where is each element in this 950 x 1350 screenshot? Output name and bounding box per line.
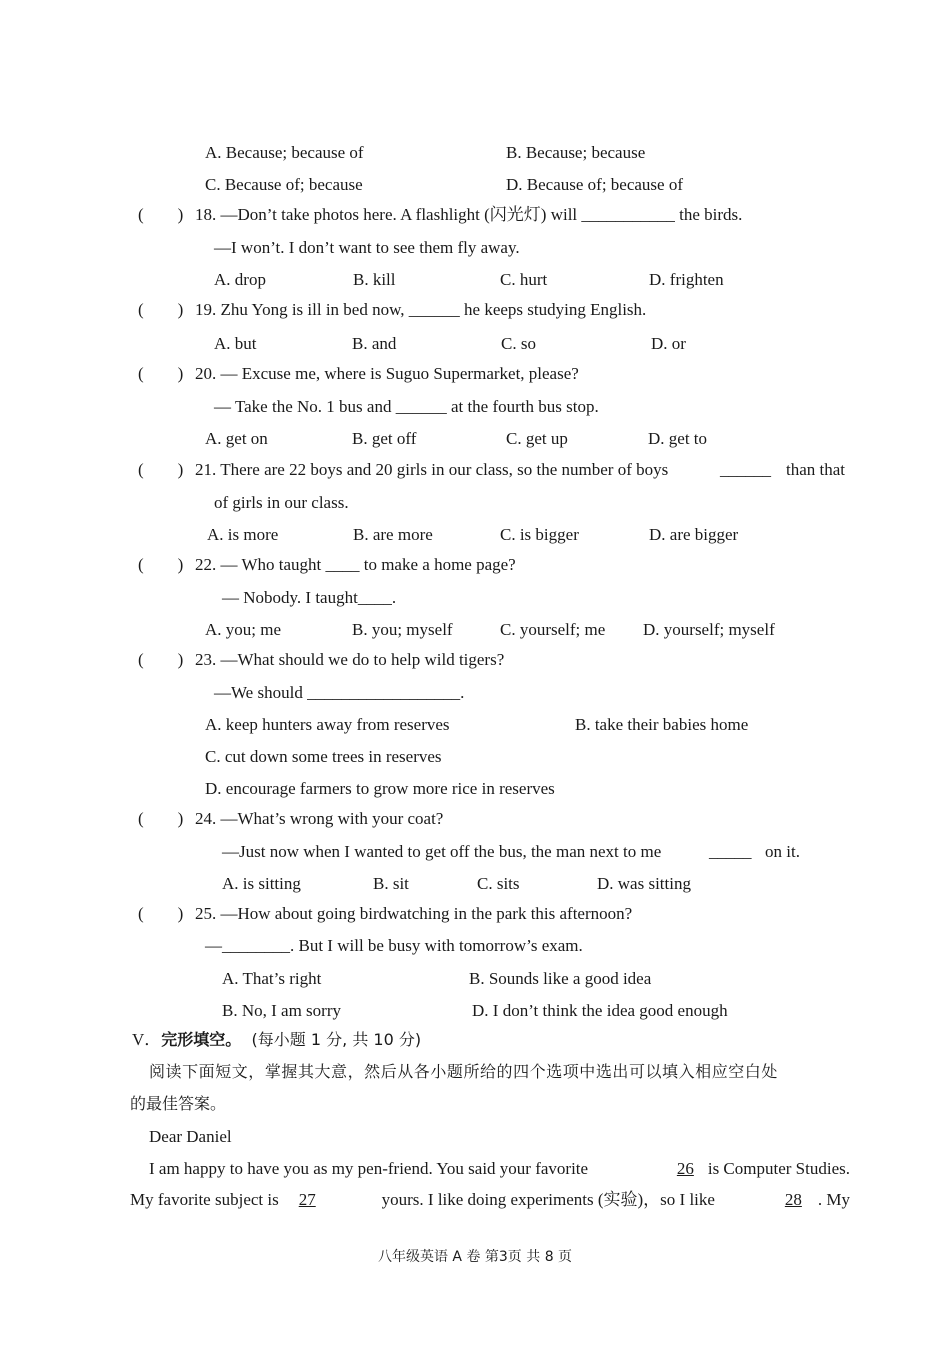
q25-option-b: B. Sounds like a good idea: [469, 969, 652, 988]
q18-option-b: B. kill: [353, 270, 396, 289]
passage-text: yours. I like doing experiments (实验)，so I like: [381, 1190, 715, 1209]
q22-reply: — Nobody. I taught____.: [222, 588, 397, 607]
q23-option-d: D. encourage farmers to grow more rice in reserves: [205, 779, 555, 798]
q25-option-d: D. I don’t think the idea good enough: [472, 1001, 728, 1020]
q24-option-c: C. sits: [477, 874, 520, 893]
q19-option-c: C. so: [501, 334, 536, 353]
q20-reply: — Take the No. 1 bus and ______ at the fourth bus stop.: [214, 397, 599, 416]
q24-option-d: D. was sitting: [597, 874, 691, 893]
blank-27: 27: [298, 1190, 316, 1209]
section-numeral: V．: [132, 1030, 162, 1049]
q21-stem-continued: of girls in our class.: [214, 493, 349, 512]
q23-option-c: C. cut down some trees in reserves: [205, 747, 442, 766]
passage-text: . My: [817, 1190, 850, 1209]
q20-option-c: C. get up: [506, 429, 568, 448]
page-footer: 八年级英语 A 卷 第3页 共 8 页: [377, 1249, 573, 1265]
section-heading: [132, 1030, 421, 1050]
q21-stem-end: than that: [786, 460, 846, 479]
q23-stem: 23. —What should we do to help wild tigers?: [195, 650, 505, 669]
passage-greeting: Dear Daniel: [149, 1127, 232, 1146]
q20-option-a: A. get on: [205, 429, 268, 448]
q21-option-c: C. is bigger: [500, 525, 579, 544]
q25-stem: 25. —How about going birdwatching in the park this afternoon?: [195, 904, 633, 923]
passage-line-2: [130, 1190, 850, 1210]
q22-stem: 22. — Who taught ____ to make a home page?: [195, 555, 516, 574]
q20-option-b: B. get off: [352, 429, 417, 448]
answer-bracket: ( ): [138, 460, 184, 479]
q18-stem: 18. —Don’t take photos here. A flashlight (闪光灯) will ___________ the birds.: [195, 205, 743, 224]
q25-reply: —________. But I will be busy with tomorrow’s exam.: [205, 936, 583, 955]
q17-option-d: D. Because of; because of: [506, 175, 684, 194]
q17-option-a: A. Because; because of: [205, 143, 364, 162]
passage-line-1: [149, 1159, 850, 1179]
section-points: (每小题 1 分, 共 10 分): [251, 1030, 422, 1049]
answer-bracket: ( ): [138, 205, 184, 224]
q23-option-b: B. take their babies home: [575, 715, 749, 734]
q24-stem: 24. —What’s wrong with your coat?: [195, 809, 444, 828]
q18-option-d: D. frighten: [649, 270, 724, 289]
answer-bracket: ( ): [138, 904, 184, 923]
q17-option-b: B. Because; because: [506, 143, 646, 162]
q21-stem: 21. There are 22 boys and 20 girls in our class, so the number of boys: [195, 460, 669, 479]
q22-option-d: D. yourself; myself: [643, 620, 775, 639]
blank-28: 28: [784, 1190, 802, 1209]
q23-reply: —We should __________________.: [214, 683, 465, 702]
q19-option-d: D. or: [651, 334, 686, 353]
section-instructions-line-1: 阅读下面短文，掌握其大意，然后从各小题所给的四个选项中选出可以填入相应空白处: [149, 1062, 778, 1081]
answer-bracket: ( ): [138, 555, 184, 574]
q21-option-a: A. is more: [207, 525, 279, 544]
answer-bracket: ( ): [138, 300, 184, 319]
q23-option-a: A. keep hunters away from reserves: [205, 715, 450, 734]
answer-bracket: ( ): [138, 650, 184, 669]
answer-bracket: ( ): [138, 364, 184, 383]
q18-option-a: A. drop: [214, 270, 266, 289]
q21-option-b: B. are more: [353, 525, 433, 544]
section-instructions-line-2: 的最佳答案。: [130, 1094, 227, 1113]
q19-stem: 19. Zhu Yong is ill in bed now, ______ he keeps studying English.: [195, 300, 647, 319]
q24-blank: _____: [709, 842, 752, 861]
q21-blank: ______: [720, 460, 771, 479]
q21-option-d: D. are bigger: [649, 525, 739, 544]
answer-bracket: ( ): [138, 809, 184, 828]
q18-option-c: C. hurt: [500, 270, 548, 289]
blank-26: 26: [676, 1159, 694, 1178]
q24-option-b: B. sit: [373, 874, 409, 893]
q22-option-c: C. yourself; me: [500, 620, 606, 639]
q20-stem: 20. — Excuse me, where is Suguo Supermarket, please?: [195, 364, 579, 383]
q19-option-b: B. and: [352, 334, 397, 353]
q17-option-c: C. Because of; because: [205, 175, 363, 194]
q22-option-b: B. you; myself: [352, 620, 453, 639]
q24-option-a: A. is sitting: [222, 874, 301, 893]
q25-option-a: A. That’s right: [222, 969, 322, 988]
q19-option-a: A. but: [214, 334, 257, 353]
q24-reply-end: on it.: [765, 842, 800, 861]
q25-option-c: B. No, I am sorry: [222, 1001, 341, 1020]
passage-text: I am happy to have you as my pen-friend. You said your favorite: [149, 1159, 589, 1178]
q24-reply: —Just now when I wanted to get off the bus, the man next to me: [222, 842, 662, 861]
section-title: 完形填空。: [161, 1030, 242, 1049]
passage-text: My favorite subject is: [130, 1190, 279, 1209]
q22-option-a: A. you; me: [205, 620, 282, 639]
q20-option-d: D. get to: [648, 429, 708, 448]
passage-text: is Computer Studies.: [707, 1159, 850, 1178]
q18-reply: —I won’t. I don’t want to see them fly away.: [214, 238, 520, 257]
